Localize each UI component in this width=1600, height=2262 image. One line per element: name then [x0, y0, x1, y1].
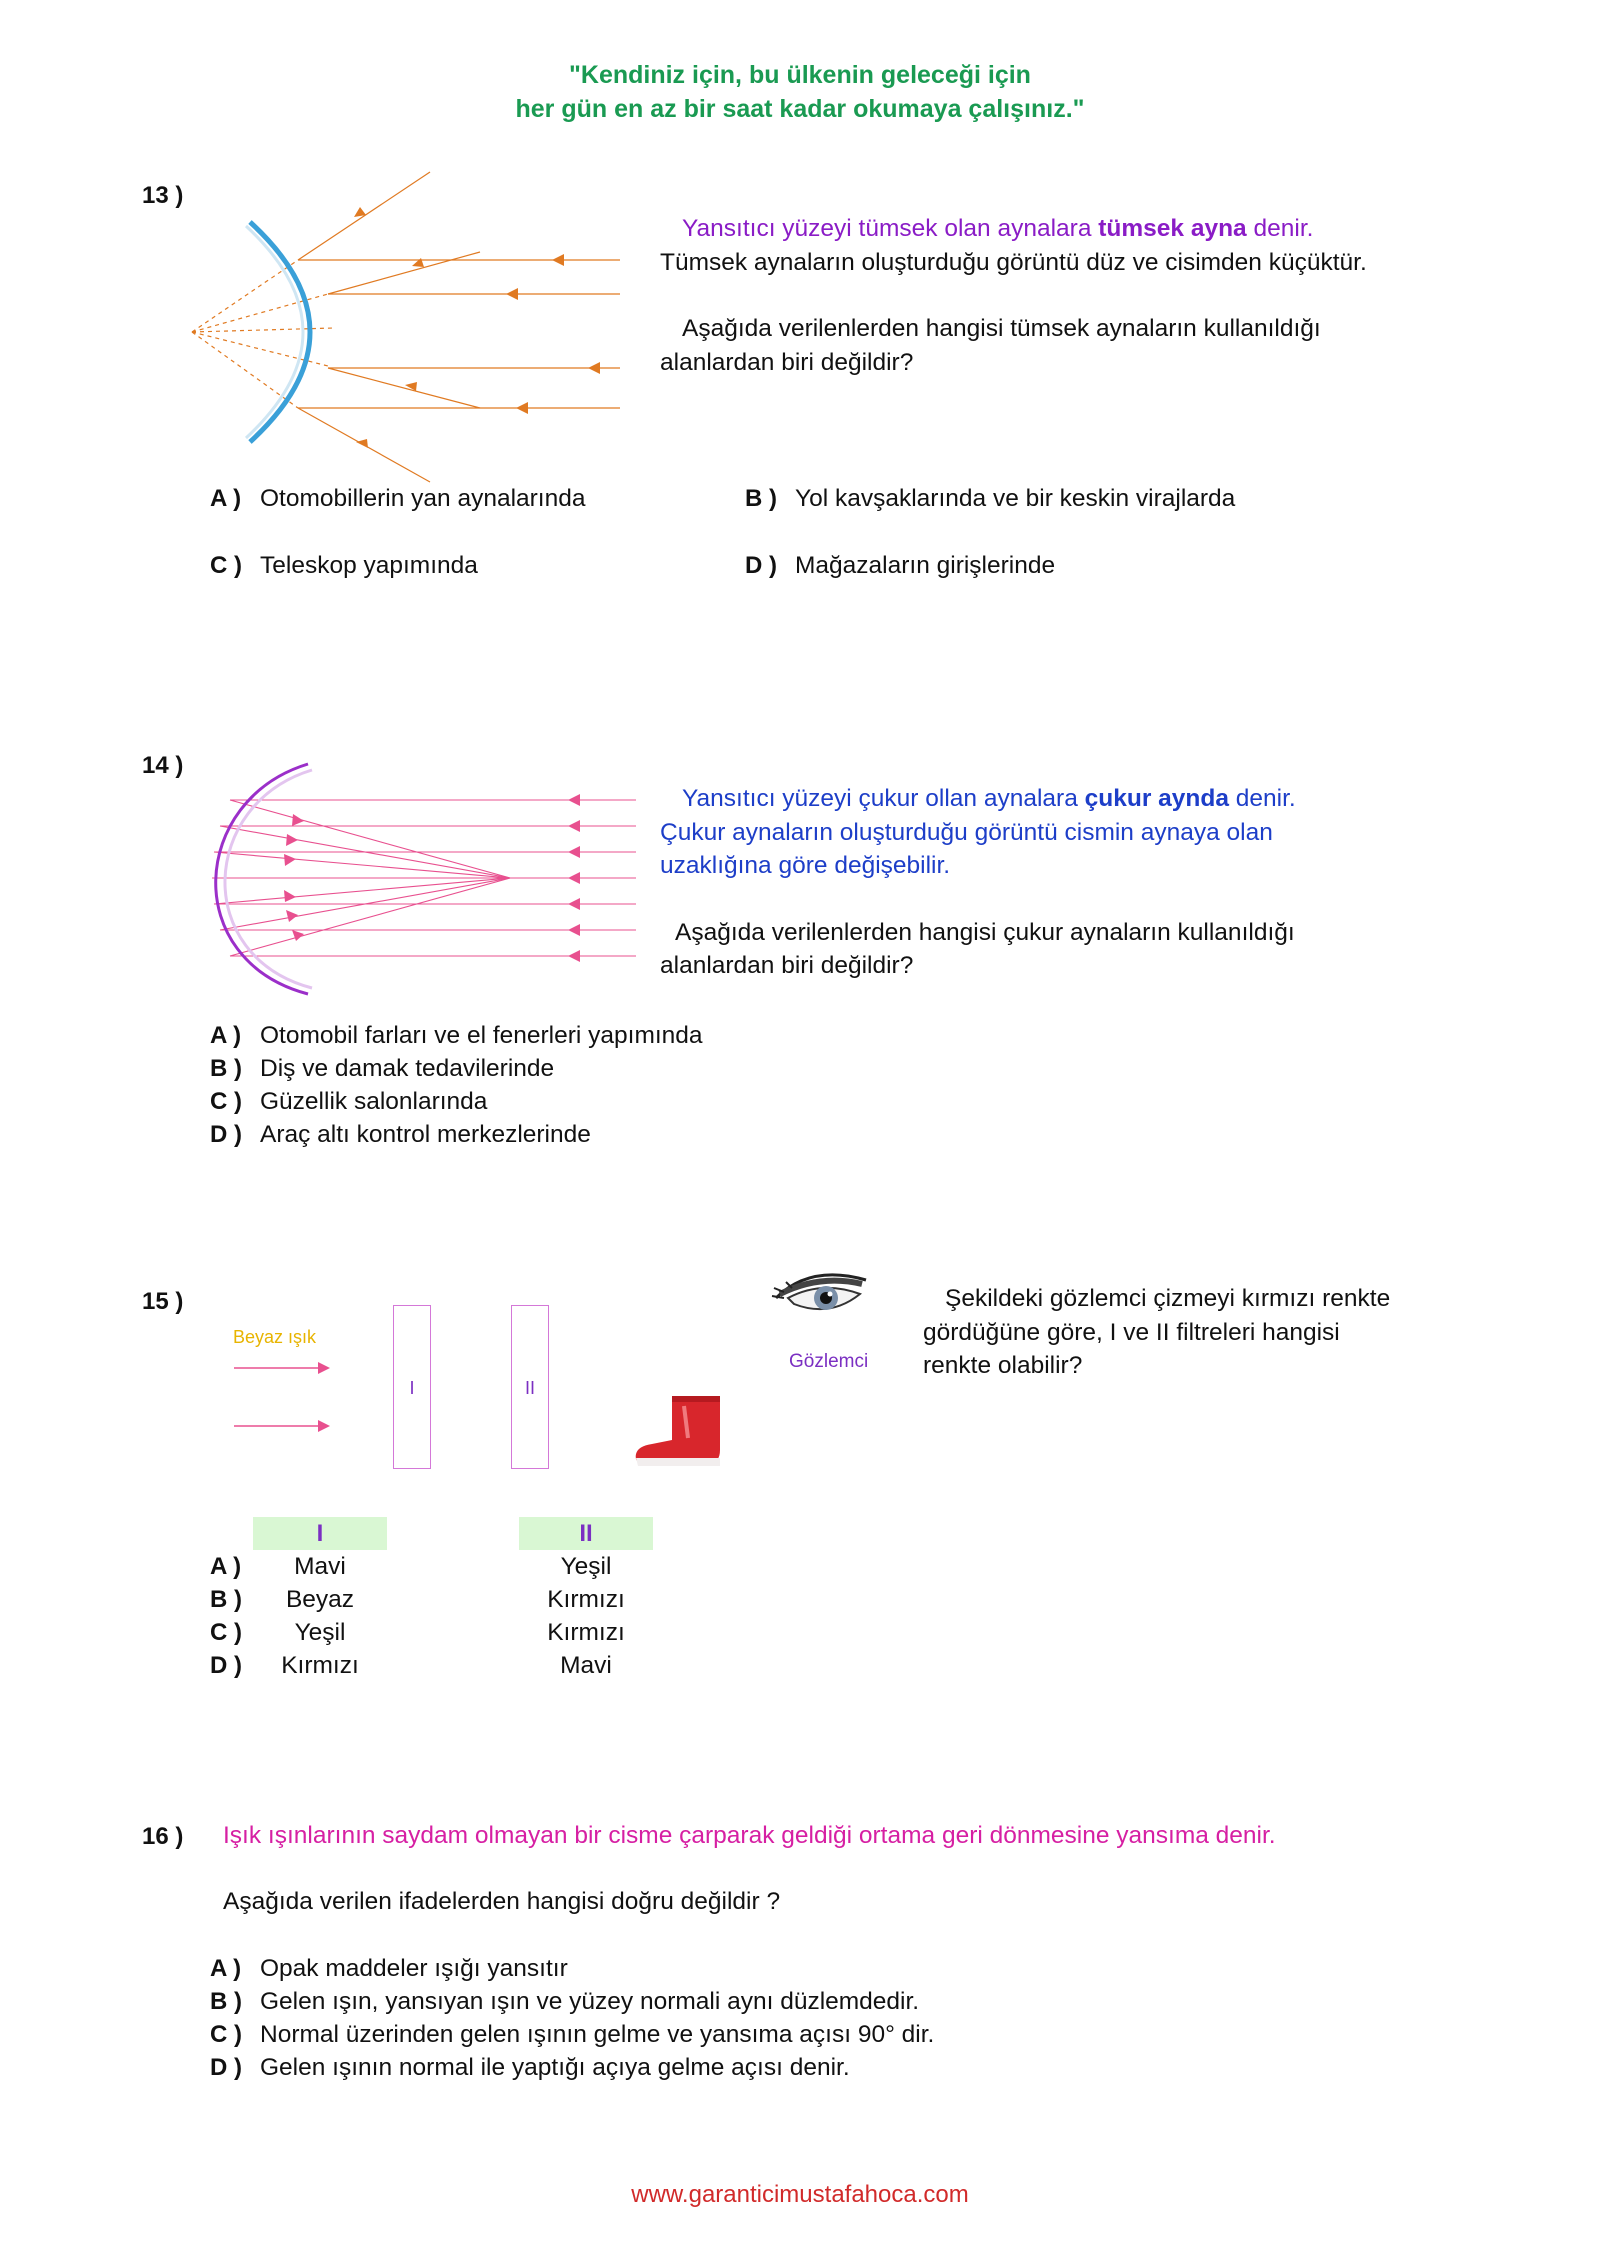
- q13-option-c[interactable]: [210, 549, 478, 582]
- option-text: Araç altı kontrol merkezlerinde: [260, 1121, 591, 1148]
- q15-question-line1: Şekildeki gözlemci çizmeyi kırmızı renkte: [945, 1285, 1391, 1312]
- q13-question-line1: Aşağıda verilenlerden hangisi tümsek aynaların kullanıldığı: [682, 315, 1321, 342]
- filter-2: [511, 1305, 549, 1469]
- q15-option-c-col2: Kırmızı: [547, 1619, 625, 1646]
- option-label: B ): [745, 485, 777, 512]
- motto-line-2: her gün en az bir saat kadar okumaya çalışınız.": [515, 95, 1085, 123]
- q15-option-a-col2: Yeşil: [560, 1553, 612, 1580]
- q13-intro-pre: Yansıtıcı yüzeyi tümsek olan aynalara: [682, 215, 1099, 242]
- option-label: B ): [210, 1988, 242, 2015]
- option-label: A ): [210, 1022, 242, 1049]
- option-text: Normal üzerinden gelen ışının gelme ve yansıma açısı 90° dir.: [260, 2021, 935, 2048]
- q14-question-line2: alanlardan biri değildir?: [660, 952, 914, 979]
- question-14-number: 14 ): [142, 752, 184, 779]
- q13-option-a[interactable]: [210, 482, 586, 515]
- q16-question: Aşağıda verilen ifadelerden hangisi doğru değildir ?: [223, 1888, 781, 1915]
- q16-intro: Işık ışınlarının saydam olmayan bir cisme çarparak geldiği ortama geri dönmesine yansıma denir.: [223, 1822, 1276, 1849]
- option-label: C ): [210, 2021, 242, 2048]
- option-text: Opak maddeler ışığı yansıtır: [260, 1955, 568, 1982]
- light-rays: [232, 1350, 352, 1440]
- q16-option-a[interactable]: [210, 1952, 568, 1985]
- footer-website[interactable]: www.garanticimustafahoca.com: [631, 2181, 969, 2208]
- option-label: D ): [745, 552, 777, 579]
- virtual-rays: [192, 260, 334, 408]
- q14-intro-line2: Çukur aynaların oluşturduğu görüntü cismin aynaya olan: [660, 819, 1273, 846]
- q15-option-b-label[interactable]: B ): [210, 1586, 242, 1613]
- q15-option-c-label[interactable]: C ): [210, 1619, 242, 1646]
- q14-intro-post: denir.: [1228, 785, 1296, 812]
- q16-option-d[interactable]: [210, 2051, 850, 2084]
- q15-question-line3: renkte olabilir?: [923, 1352, 1083, 1379]
- incoming-arrowheads: [506, 254, 600, 414]
- q15-option-a-col1: Mavi: [294, 1553, 346, 1580]
- option-text: Diş ve damak tedavilerinde: [260, 1055, 555, 1082]
- q13-intro-line2: Tümsek aynaların oluşturduğu görüntü düz ve cisimden küçüktür.: [660, 249, 1367, 276]
- option-text: Yol kavşaklarında ve bir keskin virajlarda: [795, 485, 1236, 512]
- question-13-number: 13 ): [142, 182, 184, 209]
- q14-intro-line3: uzaklığına göre değişebilir.: [660, 852, 951, 879]
- q13-intro-post: denir.: [1246, 215, 1314, 242]
- q15-option-a-label[interactable]: A ): [210, 1553, 242, 1580]
- question-15-number: 15 ): [142, 1288, 184, 1315]
- red-boot-icon: [632, 1392, 732, 1472]
- option-text: Güzellik salonlarında: [260, 1088, 488, 1115]
- option-label: C ): [210, 1088, 242, 1115]
- option-text: Mağazaların girişlerinde: [795, 552, 1056, 579]
- option-text: Teleskop yapımında: [260, 552, 478, 579]
- q15-option-d-col1: Kırmızı: [281, 1652, 359, 1679]
- reflected-arrowheads: [354, 207, 424, 448]
- filter-2-label: II: [524, 1378, 535, 1398]
- q15-option-c-col1: Yeşil: [294, 1619, 346, 1646]
- q15-option-d-label[interactable]: D ): [210, 1652, 242, 1679]
- incoming-rays: [298, 260, 620, 408]
- question-16-number: 16 ): [142, 1823, 184, 1850]
- q14-option-a[interactable]: [210, 1019, 703, 1052]
- q16-option-c[interactable]: [210, 2018, 934, 2051]
- q14-intro-term: çukur aynda: [1084, 785, 1229, 812]
- reflected-rays: [298, 172, 480, 482]
- q15-question-line2: gördüğüne göre, I ve II filtreleri hangisi: [923, 1319, 1340, 1346]
- convex-mirror-diagram: [180, 170, 640, 490]
- option-label: A ): [210, 485, 242, 512]
- q16-option-b[interactable]: [210, 1985, 919, 2018]
- column-header-i: I: [253, 1517, 387, 1550]
- motto-line-1: "Kendiniz için, bu ülkenin geleceği için: [569, 61, 1031, 89]
- q15-option-b-col1: Beyaz: [285, 1586, 355, 1613]
- q15-option-d-col2: Mavi: [560, 1652, 612, 1679]
- option-label: A ): [210, 1955, 242, 1982]
- option-text: Gelen ışının normal ile yaptığı açıya gelme açısı denir.: [260, 2054, 850, 2081]
- q13-option-d[interactable]: [745, 549, 1055, 582]
- eye-icon: [770, 1258, 880, 1330]
- q14-option-b[interactable]: [210, 1052, 554, 1085]
- option-text: Otomobil farları ve el fenerleri yapımında: [260, 1022, 703, 1049]
- option-text: Gelen ışın, yansıyan ışın ve yüzey normali aynı düzlemdedir.: [260, 1988, 920, 2015]
- filter-1-label: I: [409, 1378, 415, 1398]
- q13-intro-term: tümsek ayna: [1098, 215, 1247, 242]
- q13-question-line2: alanlardan biri değildir?: [660, 349, 914, 376]
- q14-option-c[interactable]: [210, 1085, 487, 1118]
- option-label: D ): [210, 1121, 242, 1148]
- white-light-label: Beyaz ışık: [233, 1327, 317, 1347]
- concave-mirror-diagram: [200, 760, 640, 1010]
- option-text: Otomobillerin yan aynalarında: [260, 485, 586, 512]
- incoming-arrowheads: [568, 794, 580, 962]
- q14-question-line1: Aşağıda verilenlerden hangisi çukur aynaların kullanıldığı: [675, 919, 1295, 946]
- option-label: D ): [210, 2054, 242, 2081]
- q13-intro: [660, 212, 1560, 245]
- column-header-ii: II: [519, 1517, 653, 1550]
- filter-1: [393, 1305, 431, 1469]
- q13-option-b[interactable]: [745, 482, 1235, 515]
- q15-option-b-col2: Kırmızı: [547, 1586, 625, 1613]
- q14-intro: [660, 782, 1296, 815]
- q14-option-d[interactable]: [210, 1118, 591, 1151]
- q14-intro-pre: Yansıtıcı yüzeyi çukur ollan aynalara: [682, 785, 1085, 812]
- option-label: C ): [210, 552, 242, 579]
- option-label: B ): [210, 1055, 242, 1082]
- observer-label: Gözlemci: [789, 1351, 869, 1372]
